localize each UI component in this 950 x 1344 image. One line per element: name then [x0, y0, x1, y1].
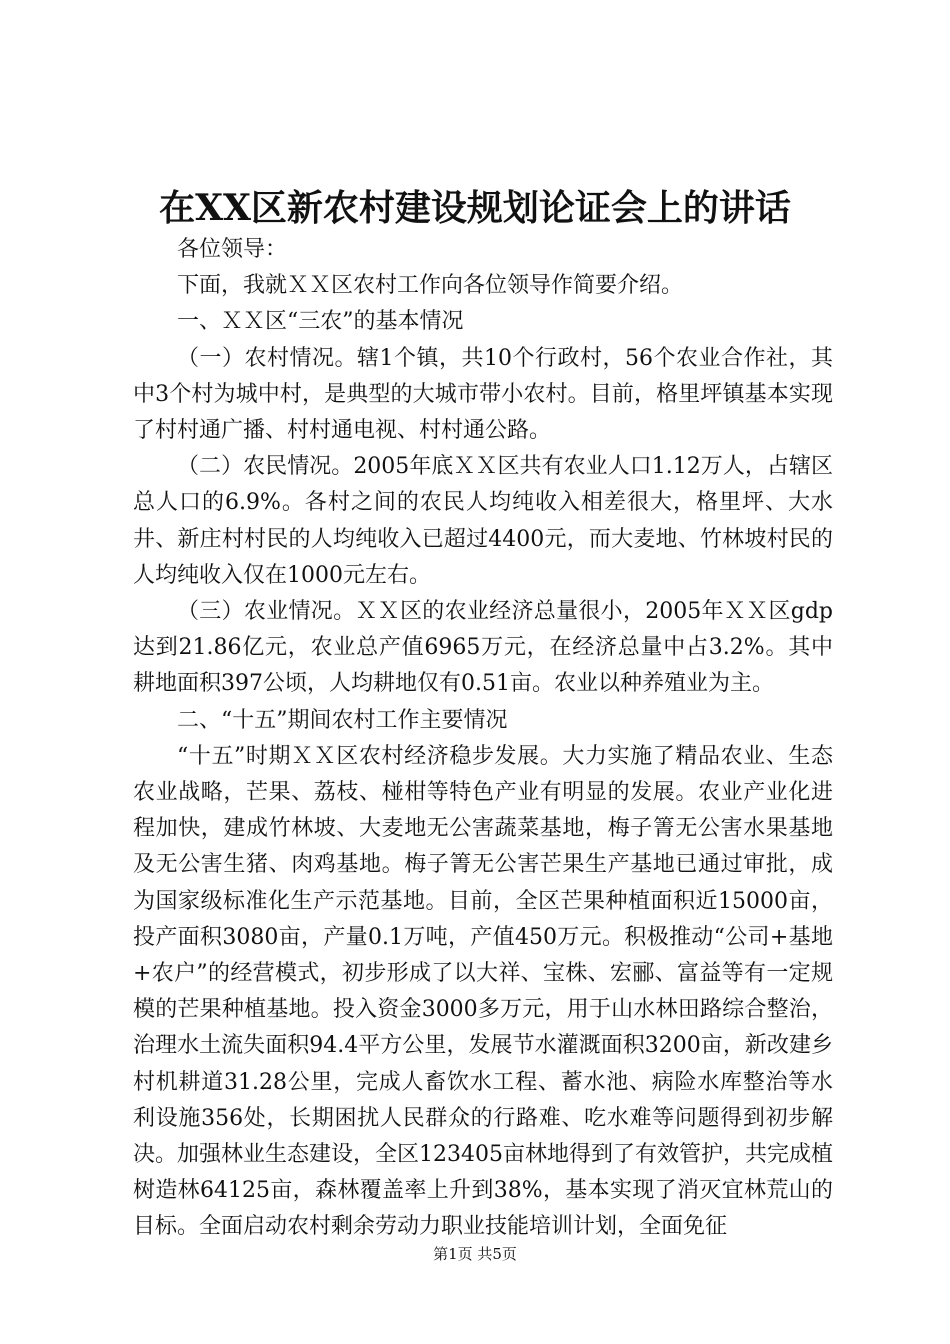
paragraph-greeting: 各位领导：: [177, 237, 288, 262]
document-title: 在XX区新农村建设规划论证会上的讲话: [159, 187, 791, 229]
paragraph-agriculture-situation: （三）农业情况。ＸＸ区的农业经济总量很小，2005年ＸＸ区gdp达到21.86亿元，农业总产值6965万元，在经济总量中占3.2%。其中耕地面积397公顷，人均耕地仅有0.51亩。农业以种养殖业为主。: [133, 599, 833, 697]
section-heading-2: 二、“十五”期间农村工作主要情况: [177, 707, 508, 733]
document-body: [133, 232, 833, 1246]
paragraph-rural-situation: （一）农村情况。辖1个镇，共10个行政村，56个农业合作社，其中3个村为城中村，是典型的大城市带小农村。目前，格里坪镇基本实现了村村通广播、村村通电视、村村通公路。: [133, 345, 833, 444]
section-heading-1: 一、ＸＸ区“三农”的基本情况: [177, 309, 464, 335]
page-footer: 第1页 共5页: [433, 1245, 517, 1263]
paragraph-intro: 下面，我就ＸＸ区农村工作向各位领导作简要介绍。: [177, 273, 684, 299]
paragraph-fifteenth-plan: “十五”时期ＸＸ区农村经济稳步发展。大力实施了精品农业、生态农业战略，芒果、荔枝、椪柑等特色产业有明显的发展。农业产业化进程加快，建成竹林坡、大麦地无公害蔬菜基地，梅子箐无公害水果基地及无公害生猪、肉鸡基地。梅子箐无公害芒果生产基地已通过审批，成为国家级标准化生产示范基地。目前，全区芒果种植面积近15000亩，投产面积3080亩，产量0.1万吨，产值450万元。积极推动“公司+基地+农户”的经营模式，初步形成了以大祥、宝株、宏郦、富益等有一定规模的芒果种植基地。投入资金3000多万元，用于山水林田路综合整治，治理水土流失面积94.4平方公里，发展节水灌溉面积3200亩，新改建乡村机耕道31.28公里，完成人畜饮水工程、蓄水池、病险水库整治等水利设施356处，长期困扰人民群众的行路难、吃水难等问题得到初步解决。加强林业生态建设，全区123405亩林地得到了有效管护，共完成植树造林64125亩，森林覆盖率上升到38%，基本实现了消灭宜林荒山的目标。全面启动农村剩余劳动力职业技能培训计划，全面免征: [133, 743, 833, 1240]
paragraph-farmer-situation: （二）农民情况。2005年底ＸＸ区共有农业人口1.12万人，占辖区总人口的6.9%。各村之间的农民人均纯收入相差很大，格里坪、大水井、新庄村村民的人均纯收入已超过4400元，而大麦地、竹林坡村民的人均纯收入仅在1000元左右。: [133, 454, 833, 588]
